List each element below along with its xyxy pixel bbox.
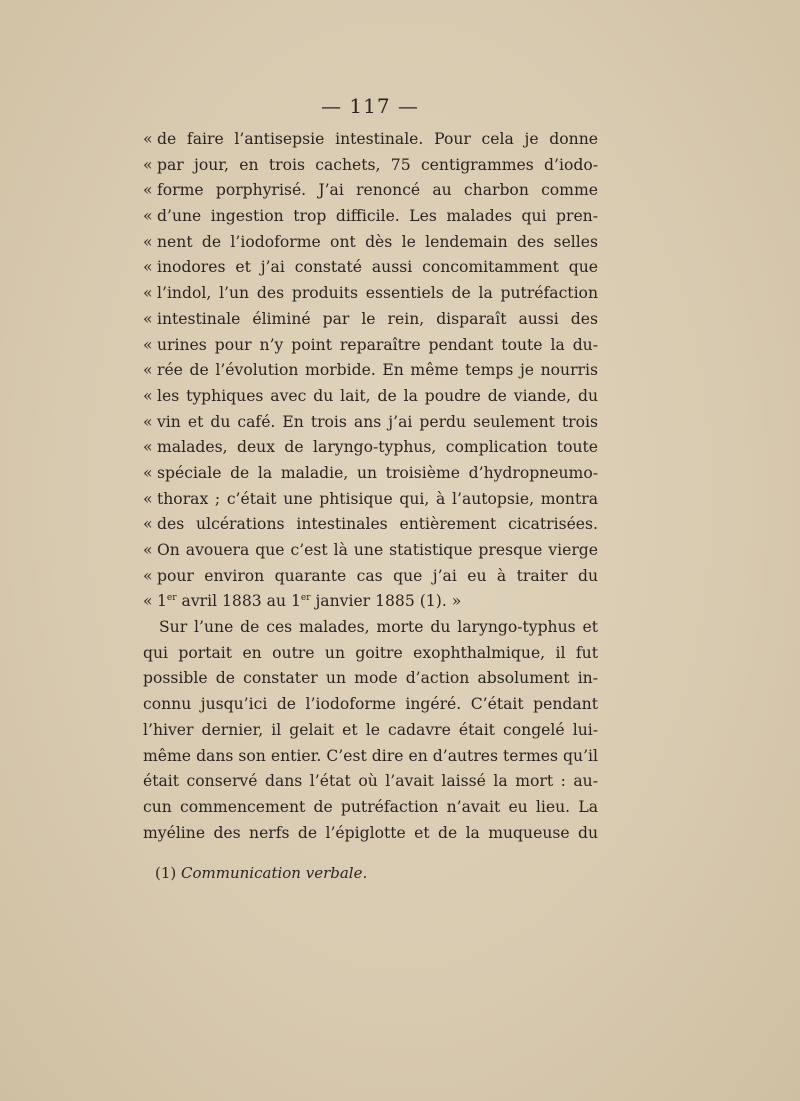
quote-mark: «: [143, 463, 153, 482]
quote-mark: «: [143, 566, 153, 585]
quote-mark: «: [143, 386, 153, 405]
text-line: « forme porphyrisé. J’ai renoncé au charbon comme: [143, 178, 598, 204]
quote-mark: «: [143, 284, 153, 303]
quote-mark: «: [143, 515, 153, 534]
text-line: myéline des nerfs de l’épiglotte et de la muqueuse du: [143, 823, 598, 842]
text-line: « malades, deux de laryngo-typhus, complication toute: [143, 435, 598, 461]
footnote: [155, 864, 367, 882]
quoted-passage: [143, 127, 598, 589]
quote-mark: «: [143, 155, 153, 174]
text-line: possible de constater un mode d’action absolument in-: [143, 669, 598, 688]
text-line: « de faire l’antisepsie intestinale. Pour cela je donne: [143, 127, 598, 153]
text-line: « spéciale de la maladie, un troisième d’hydropneumo-: [143, 461, 598, 487]
quote-mark: «: [143, 592, 153, 611]
text-line: « par jour, en trois cachets, 75 centigrammes d’iodo-: [143, 153, 598, 179]
text-line: « d’une ingestion trop difficile. Les malades qui pren-: [143, 204, 598, 230]
text-line: « nent de l’iodoforme ont dès le lendemain des selles: [143, 230, 598, 256]
text-line: « vin et du café. En trois ans j’ai perdu seulement trois: [143, 410, 598, 436]
text-line: connu jusqu’ici de l’iodoforme ingéré. C’était pendant: [143, 695, 598, 714]
quote-mark: «: [143, 541, 153, 559]
text-line: Sur l’une de ces malades, morte du laryngo-typhus et: [159, 618, 598, 637]
text-line: « On avouera que c’est là une statistique presque vierge: [143, 538, 598, 564]
text-line: même dans son entier. C’est dire en d’autres termes qu’il: [143, 746, 598, 765]
footnote-marker: (1): [155, 864, 177, 882]
quote-mark: «: [143, 438, 153, 457]
quote-mark: «: [143, 181, 153, 200]
quote-mark: «: [143, 489, 153, 508]
quote-mark: «: [143, 232, 153, 251]
text-line: « inodores et j’ai constaté aussi concomitamment que: [143, 255, 598, 281]
text-line: « rée de l’évolution morbide. En même temps je nourris: [143, 358, 598, 384]
text-line: « l’indol, l’un des produits essentiels de la putréfaction: [143, 281, 598, 307]
text-line: « urines pour n’y point reparaître pendant toute la du-: [143, 333, 598, 359]
quote-mark: «: [143, 207, 153, 226]
quote-mark: «: [143, 335, 153, 354]
text-line: l’hiver dernier, il gelait et le cadavre était congelé lui-: [143, 720, 598, 739]
paragraph: [143, 615, 598, 846]
body-text: [143, 127, 598, 846]
text-line: « thorax ; c’était une phtisique qui, à l’autopsie, montra: [143, 487, 598, 513]
quote-mark: «: [143, 258, 153, 277]
text-line: « pour environ quarante cas que j’ai eu à traiter du: [143, 564, 598, 590]
text-line: qui portait en outre un goitre exophthalmique, il fut: [143, 643, 598, 662]
text-line: « des ulcérations intestinales entièrement cicatrisées.: [143, 512, 598, 538]
text-line: était conservé dans l’état où l’avait laissé la mort : au-: [143, 772, 598, 791]
quote-mark: «: [143, 309, 153, 328]
text-line: « 1er avril 1883 au 1er janvier 1885 (1). »: [143, 589, 598, 615]
quote-mark: «: [143, 361, 153, 380]
text-line: cun commencement de putréfaction n’avait eu lieu. La: [143, 797, 598, 816]
text-line: « les typhiques avec du lait, de la poudre de viande, du: [143, 384, 598, 410]
footnote-text: Communication verbale.: [181, 864, 368, 882]
page-number: — 117 —: [321, 94, 419, 118]
quote-mark: «: [143, 412, 153, 431]
text-line: « intestinale éliminé par le rein, disparaît aussi des: [143, 307, 598, 333]
quote-mark: «: [143, 130, 153, 148]
